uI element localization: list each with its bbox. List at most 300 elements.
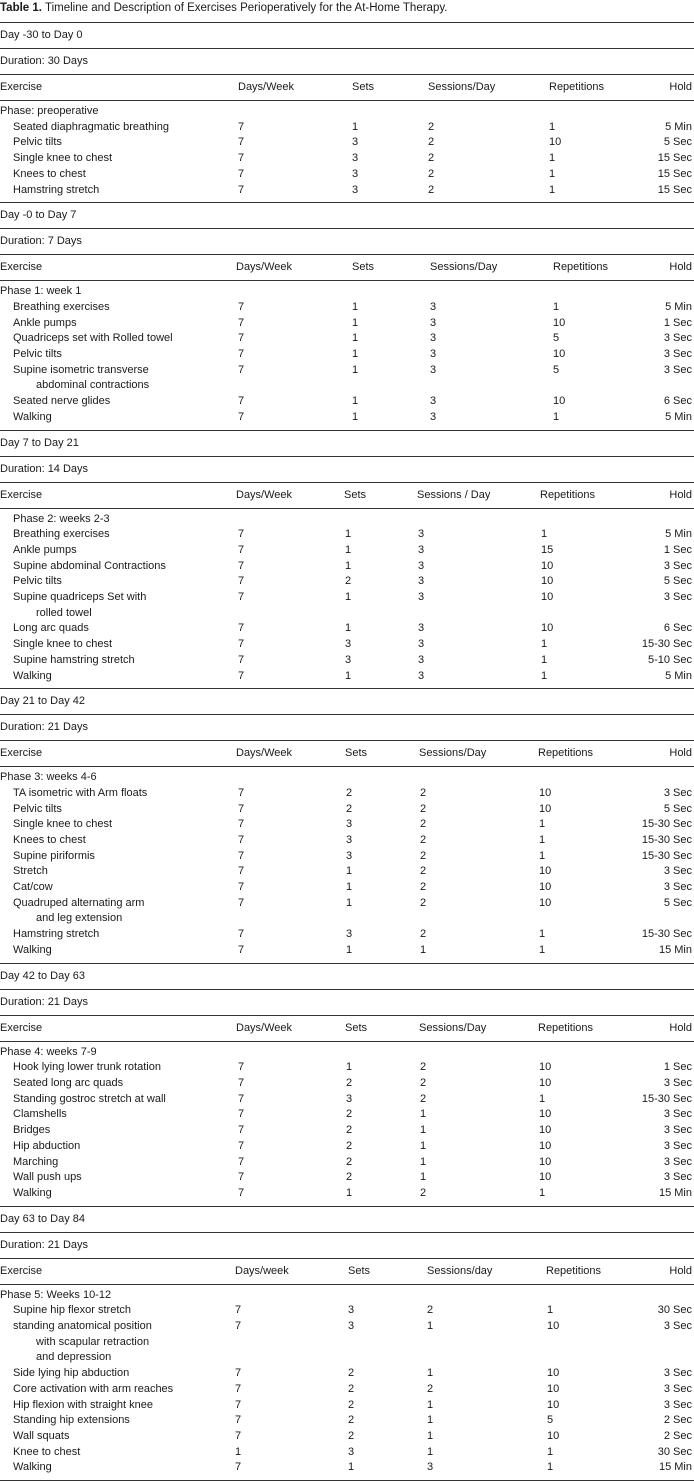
sets-value: 1 [352, 395, 359, 408]
table-row [0, 559, 694, 575]
table-rule [0, 1284, 694, 1285]
sessions-per-day-value: 2 [420, 1186, 427, 1199]
hold-value: 3 Sec [663, 786, 692, 799]
exercise-name [13, 927, 99, 943]
hold-value: 5 Sec [663, 802, 692, 815]
table-row [0, 802, 694, 818]
repetitions-value: 10 [539, 1124, 552, 1137]
column-header-row [0, 485, 694, 506]
exercise-name [13, 527, 110, 543]
table-rule [0, 456, 694, 457]
sessions-per-day-value: 2 [420, 1077, 427, 1089]
section-range [0, 205, 694, 226]
exercise-name-line: Single knee to chest [13, 638, 113, 651]
repetitions-value: 1 [549, 167, 556, 180]
days-per-week-value: 7 [238, 575, 245, 588]
hold-value: 5 Min [665, 120, 692, 133]
table-row [0, 300, 694, 316]
table-rule [0, 430, 694, 431]
hold-value: 15-30 Sec [641, 834, 692, 846]
exercise-name [13, 135, 62, 151]
sessions-per-day-value: 2 [428, 167, 435, 180]
sessions-per-day-value: 1 [420, 1108, 427, 1121]
exercise-name [13, 1123, 50, 1139]
days-per-week-value: 7 [235, 1367, 242, 1380]
sets-value: 1 [352, 332, 359, 345]
exercise-name [13, 300, 110, 316]
repetitions-value: 10 [539, 802, 552, 815]
sessions-per-day-value: 2 [420, 849, 427, 862]
repetitions-value: 10 [553, 348, 566, 360]
hold-value: 3 Sec [663, 1367, 692, 1380]
repetitions-value: 1 [541, 669, 548, 682]
exercise-name [13, 833, 86, 849]
days-per-week-value: 7 [238, 348, 245, 360]
phase-label [0, 104, 694, 120]
exercise-name [13, 817, 112, 833]
sessions-per-day-value: 3 [430, 332, 437, 345]
phase-label [0, 284, 694, 300]
sets-value: 2 [346, 1139, 353, 1152]
sessions-per-day-value: 1 [427, 1320, 434, 1332]
sets-value: 2 [348, 1367, 355, 1380]
exercise-name [13, 331, 173, 347]
hold-value: 2 Sec [663, 1429, 692, 1442]
exercise-name-line: abdominal contractions [36, 379, 150, 392]
sets-value: 1 [345, 669, 352, 682]
repetitions-value: 15 [541, 543, 554, 556]
repetitions-value: 1 [539, 1092, 546, 1105]
sessions-per-day-value: 2 [428, 183, 435, 196]
table-row [0, 167, 694, 183]
table-rule [0, 202, 694, 203]
sessions-per-day-value: 3 [430, 348, 437, 360]
days-per-week-value: 7 [238, 136, 245, 149]
section-duration-text: Duration: 21 Days [0, 721, 89, 734]
exercise-name-line: with scapular retraction [36, 1335, 150, 1348]
exercise-name [13, 543, 77, 559]
table-row [0, 183, 694, 199]
sessions-per-day-value: 1 [420, 1171, 427, 1184]
exercise-name-line: Ankle pumps [13, 543, 77, 556]
sessions-per-day-value: 1 [427, 1414, 434, 1427]
table-row [0, 833, 694, 849]
hold-value: 1 Sec [663, 316, 692, 329]
table-row [0, 410, 694, 426]
repetitions-value: 1 [547, 1461, 554, 1474]
days-per-week-value: 7 [238, 622, 245, 635]
hold-value: 3 Sec [663, 559, 692, 572]
exercise-name [13, 802, 62, 818]
hold-value: 3 Sec [663, 1077, 692, 1089]
table-rule [0, 48, 694, 49]
column-header-hold: Hold [669, 488, 692, 501]
hold-value: 15-30 Sec [641, 818, 692, 831]
table-rule [0, 714, 694, 715]
exercise-name-line: Quadriceps set with Rolled towel [13, 332, 173, 345]
hold-value: 3 Sec [663, 1155, 692, 1168]
table-rule [0, 280, 694, 281]
repetitions-value: 1 [549, 183, 556, 196]
hold-value: 5 Sec [663, 575, 692, 588]
column-header-days-per-week: Days/Week [238, 81, 295, 93]
table-row [0, 1186, 694, 1202]
table-row [0, 1170, 694, 1186]
exercise-name [13, 1382, 173, 1398]
table-row [0, 151, 694, 167]
hold-value: 3 Sec [663, 1124, 692, 1137]
exercise-name-line: and depression [36, 1351, 112, 1363]
table-row [0, 1382, 694, 1398]
days-per-week-value: 7 [238, 1092, 245, 1105]
days-per-week-value: 7 [238, 300, 245, 313]
sets-value: 1 [346, 881, 353, 894]
repetitions-value: 10 [541, 591, 554, 603]
repetitions-value: 1 [549, 120, 556, 133]
hold-value: 15 Sec [657, 152, 692, 165]
exercise-name-line: Seated diaphragmatic breathing [13, 120, 169, 133]
column-header-exercise: Exercise [0, 81, 43, 93]
days-per-week-value: 7 [238, 1077, 245, 1089]
exercise-name-line: Seated long arc quads [13, 1077, 124, 1089]
phase-label [0, 770, 694, 786]
section-duration-text: Duration: 21 Days [0, 995, 89, 1008]
hold-value: 30 Sec [657, 1445, 692, 1458]
section-range [0, 433, 694, 454]
days-per-week-value: 7 [238, 1155, 245, 1168]
repetitions-value: 10 [541, 575, 554, 588]
column-header-repetitions: Repetitions [549, 81, 605, 93]
repetitions-value: 10 [539, 1077, 552, 1089]
exercise-name-line: rolled towel [36, 606, 92, 619]
column-header-row [0, 257, 694, 278]
sets-value: 1 [345, 559, 352, 572]
table-row [0, 135, 694, 151]
days-per-week-value: 7 [238, 591, 245, 603]
exercise-name-line: Stretch [13, 865, 48, 878]
column-header-row [0, 1261, 694, 1282]
days-per-week-value: 7 [238, 928, 245, 941]
exercise-name [13, 849, 95, 865]
table-row [0, 817, 694, 833]
sets-value: 2 [346, 1108, 353, 1121]
section-duration-text: Duration: 7 Days [0, 235, 82, 248]
sets-value: 1 [352, 120, 359, 133]
days-per-week-value: 7 [238, 881, 245, 894]
repetitions-value: 1 [553, 300, 560, 313]
sessions-per-day-value: 3 [430, 300, 437, 313]
sets-value: 3 [348, 1304, 355, 1317]
sessions-per-day-value: 2 [420, 896, 427, 909]
sessions-per-day-value: 2 [420, 818, 427, 831]
phase-label-text: Phase: preoperative [0, 105, 99, 117]
hold-value: 1 Sec [663, 543, 692, 556]
repetitions-value: 5 [547, 1414, 554, 1427]
exercise-name [13, 669, 52, 685]
hold-value: 3 Sec [663, 363, 692, 376]
exercise-name-line: Single knee to chest [13, 152, 113, 165]
table-row [0, 543, 694, 559]
days-per-week-value: 7 [238, 1186, 245, 1199]
exercise-name-line: Quadruped alternating arm [13, 896, 145, 909]
table-row [0, 1123, 694, 1139]
section-range-text: Day 7 to Day 21 [0, 436, 79, 449]
days-per-week-value: 7 [235, 1461, 242, 1474]
table-row [0, 896, 694, 927]
hold-value: 15-30 Sec [641, 928, 692, 941]
section-range-text: Day 42 to Day 63 [0, 969, 85, 982]
sets-value: 3 [345, 653, 352, 666]
hold-value: 6 Sec [663, 395, 692, 408]
days-per-week-value: 7 [238, 1124, 245, 1137]
sessions-per-day-value: 1 [427, 1398, 434, 1411]
exercise-name [13, 363, 149, 394]
exercise-name-line: Walking [13, 1461, 52, 1474]
sets-value: 1 [348, 1461, 355, 1474]
table-rule [0, 1258, 694, 1259]
sessions-per-day-value: 3 [418, 559, 425, 572]
exercise-name [13, 1170, 82, 1186]
days-per-week-value: 7 [238, 653, 245, 666]
exercise-name [13, 864, 48, 880]
sets-value: 3 [352, 152, 359, 165]
sets-value: 2 [346, 1124, 353, 1137]
sessions-per-day-value: 3 [430, 410, 437, 423]
sessions-per-day-value: 2 [420, 786, 427, 799]
table-rule [0, 228, 694, 229]
phase-label [0, 1045, 694, 1061]
hold-value: 3 Sec [663, 348, 692, 360]
exercise-name [13, 1107, 67, 1123]
sets-value: 2 [348, 1429, 355, 1442]
days-per-week-value: 7 [238, 638, 245, 651]
sets-value: 1 [345, 528, 352, 541]
phase-label [0, 1288, 694, 1304]
sessions-per-day-value: 3 [418, 528, 425, 541]
repetitions-value: 5 [553, 363, 560, 376]
days-per-week-value: 7 [238, 1139, 245, 1152]
table-row [0, 1366, 694, 1382]
table-row [0, 864, 694, 880]
sessions-per-day-value: 2 [420, 1061, 427, 1074]
table-rule [0, 100, 694, 101]
sessions-per-day-value: 3 [427, 1461, 434, 1474]
days-per-week-value: 7 [238, 543, 245, 556]
days-per-week-value: 7 [235, 1414, 242, 1427]
exercise-name-line: Supine hamstring stretch [13, 653, 135, 666]
column-header-exercise: Exercise [0, 747, 43, 760]
table-row [0, 637, 694, 653]
table-rule [0, 74, 694, 75]
sets-value: 1 [352, 348, 359, 360]
exercise-name [13, 653, 135, 669]
days-per-week-value: 7 [238, 943, 245, 956]
exercise-name [13, 786, 147, 802]
column-header-hold: Hold [669, 1021, 692, 1034]
exercise-name-line: Pelvic tilts [13, 575, 62, 588]
days-per-week-value: 7 [238, 183, 245, 196]
repetitions-value: 10 [539, 881, 552, 894]
sets-value: 2 [346, 802, 353, 815]
column-header-sets: Sets [352, 261, 375, 274]
sessions-per-day-value: 2 [427, 1304, 434, 1317]
exercise-name-line: Knee to chest [13, 1445, 81, 1458]
phase-label-text: Phase 4: weeks 7-9 [0, 1045, 97, 1058]
sets-value: 1 [346, 943, 353, 956]
days-per-week-value: 7 [238, 528, 245, 541]
sets-value: 1 [352, 410, 359, 423]
exercise-name [13, 621, 89, 637]
sets-value: 1 [352, 300, 359, 313]
column-header-hold: Hold [669, 81, 692, 93]
exercise-name-line: Hamstring stretch [13, 928, 100, 941]
hold-value: 3 Sec [663, 865, 692, 878]
table-rule [0, 688, 694, 689]
repetitions-value: 10 [547, 1398, 560, 1411]
days-per-week-value: 7 [235, 1398, 242, 1411]
hold-value: 3 Sec [663, 881, 692, 894]
sessions-per-day-value: 3 [418, 669, 425, 682]
column-header-repetitions: Repetitions [538, 1021, 594, 1034]
table-row [0, 880, 694, 896]
exercise-name [13, 347, 62, 363]
section-range-text: Day 63 to Day 84 [0, 1212, 85, 1225]
column-header-hold: Hold [669, 1264, 692, 1277]
days-per-week-value: 7 [238, 120, 245, 133]
sets-value: 1 [352, 316, 359, 329]
days-per-week-value: 7 [238, 363, 245, 376]
exercise-name-line: Supine quadriceps Set with [13, 591, 147, 603]
table-rule [0, 508, 694, 509]
table-row [0, 1139, 694, 1155]
sessions-per-day-value: 3 [418, 575, 425, 588]
table-row [0, 1303, 694, 1319]
table-caption-text: Timeline and Description of Exercises Perioperatively for the At-Home Therapy. [44, 2, 448, 14]
repetitions-value: 10 [539, 896, 552, 909]
hold-value: 3 Sec [663, 1382, 692, 1395]
exercise-name-line: Marching [13, 1155, 59, 1168]
table-row [0, 527, 694, 543]
days-per-week-value: 7 [235, 1382, 242, 1395]
repetitions-value: 10 [539, 865, 552, 878]
table-rule [0, 989, 694, 990]
table-caption-label: Table 1. [0, 2, 42, 14]
column-header-sessions-per-day: Sessions / Day [417, 488, 491, 501]
sessions-per-day-value: 3 [418, 638, 425, 651]
table-rule [0, 1232, 694, 1233]
column-header-row [0, 743, 694, 764]
hold-value: 5 Min [665, 669, 692, 682]
days-per-week-value: 7 [238, 167, 245, 180]
days-per-week-value: 7 [238, 1061, 245, 1074]
sessions-per-day-value: 2 [420, 834, 427, 846]
column-header-row [0, 77, 694, 98]
hold-value: 15 Min [658, 1186, 692, 1199]
sessions-per-day-value: 3 [418, 622, 425, 635]
column-header-days-per-week: Days/week [235, 1264, 289, 1277]
column-header-exercise: Exercise [0, 261, 43, 274]
sets-value: 1 [345, 622, 352, 635]
table-rule [0, 1041, 694, 1042]
section-range [0, 1209, 694, 1230]
sets-value: 2 [346, 1171, 353, 1184]
days-per-week-value: 7 [238, 802, 245, 815]
sessions-per-day-value: 3 [418, 653, 425, 666]
hold-value: 15 Sec [657, 167, 692, 180]
column-header-sessions-per-day: Sessions/Day [419, 1021, 487, 1034]
sessions-per-day-value: 2 [427, 1382, 434, 1395]
column-header-exercise: Exercise [0, 1264, 43, 1277]
exercise-name-line: Wall squats [13, 1429, 70, 1442]
table-row [0, 1398, 694, 1414]
column-header-days-per-week: Days/Week [236, 488, 293, 501]
hold-value: 5 Min [665, 528, 692, 541]
column-header-exercise: Exercise [0, 488, 43, 501]
exercise-name-line: Ankle pumps [13, 316, 77, 329]
days-per-week-value: 7 [238, 316, 245, 329]
days-per-week-value: 7 [238, 152, 245, 165]
sets-value: 1 [346, 896, 353, 909]
days-per-week-value: 7 [238, 896, 245, 909]
sets-value: 1 [352, 363, 359, 376]
repetitions-value: 5 [553, 332, 560, 345]
repetitions-value: 1 [539, 928, 546, 941]
hold-value: 3 Sec [663, 1320, 692, 1332]
exercise-name-line: Supine hip flexor stretch [13, 1304, 132, 1317]
exercise-name-line: Pelvic tilts [13, 348, 62, 360]
exercise-name-line: Hip abduction [13, 1139, 81, 1152]
sessions-per-day-value: 2 [428, 120, 435, 133]
exercise-name-line: Bridges [13, 1124, 51, 1137]
sets-value: 2 [346, 1155, 353, 1168]
exercise-name-line: Pelvic tilts [13, 802, 62, 815]
days-per-week-value: 7 [235, 1304, 242, 1317]
sets-value: 3 [352, 183, 359, 196]
table-row [0, 669, 694, 685]
exercise-name [13, 590, 146, 621]
days-per-week-value: 7 [238, 410, 245, 423]
exercise-name [13, 1186, 52, 1202]
sets-value: 3 [346, 1092, 353, 1105]
table-row [0, 1155, 694, 1171]
days-per-week-value: 7 [238, 559, 245, 572]
exercise-name [13, 1398, 153, 1414]
table-row [0, 786, 694, 802]
days-per-week-value: 7 [238, 849, 245, 862]
exercise-name [13, 574, 62, 590]
exercise-name [13, 183, 99, 199]
section-range [0, 966, 694, 987]
hold-value: 15 Min [658, 943, 692, 956]
hold-value: 3 Sec [663, 1398, 692, 1411]
exercise-name [13, 559, 166, 575]
table-row [0, 394, 694, 410]
repetitions-value: 10 [547, 1382, 560, 1395]
sessions-per-day-value: 3 [418, 543, 425, 556]
hold-value: 3 Sec [663, 332, 692, 345]
column-header-sessions-per-day: Sessions/day [427, 1264, 493, 1277]
hold-value: 5 Min [665, 410, 692, 423]
repetitions-value: 1 [539, 943, 546, 956]
column-header-days-per-week: Days/Week [236, 261, 293, 274]
table-row [0, 1319, 694, 1366]
exercise-name-line: Single knee to chest [13, 818, 113, 831]
table-row [0, 1060, 694, 1076]
sessions-per-day-value: 3 [430, 395, 437, 408]
section-range-text: Day -0 to Day 7 [0, 209, 77, 222]
column-header-sessions-per-day: Sessions/Day [419, 747, 487, 760]
exercise-name [13, 880, 53, 896]
